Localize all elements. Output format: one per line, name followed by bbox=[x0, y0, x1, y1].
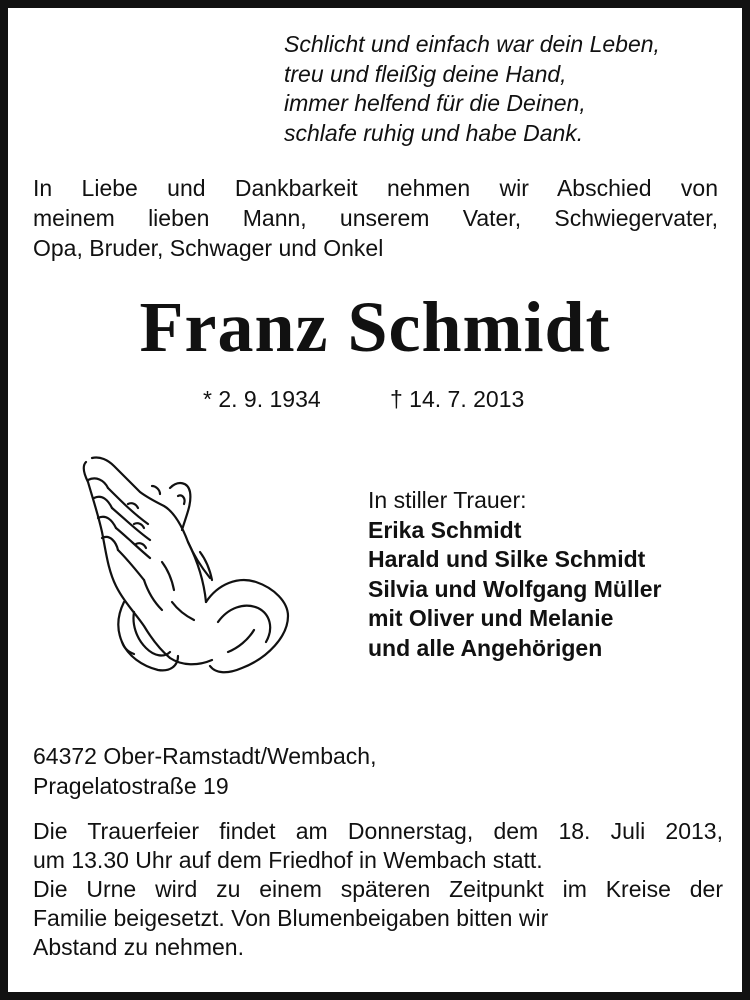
memorial-poem bbox=[284, 30, 724, 148]
poem-line: treu und fleißig deine Hand, bbox=[284, 60, 567, 87]
birth-date: * 2. 9. 1934 bbox=[203, 386, 321, 412]
funeral-line: um 13.30 Uhr auf dem Friedhof in Wembach statt. bbox=[33, 847, 543, 873]
funeral-line: Familie beigesetzt. Von Blumenbeigaben bitten wir bbox=[33, 905, 549, 931]
mourners-block bbox=[368, 486, 728, 664]
farewell-line: In Liebe und Dankbarkeit nehmen wir Abschied von bbox=[33, 175, 718, 201]
poem-line: Schlicht und einfach war dein Leben, bbox=[284, 31, 660, 57]
farewell-line: Opa, Bruder, Schwager und Onkel bbox=[33, 235, 384, 261]
mourner-name: Harald und Silke Schmidt bbox=[368, 546, 646, 573]
funeral-line: Abstand zu nehmen. bbox=[33, 934, 244, 960]
mourner-name: Silvia und Wolfgang Müller bbox=[368, 575, 662, 602]
death-date: † 14. 7. 2013 bbox=[390, 386, 525, 412]
funeral-line: Die Trauerfeier findet am Donnerstag, dem 18. Juli 2013, bbox=[33, 818, 723, 844]
deceased-name: Franz Schmidt bbox=[139, 287, 611, 367]
poem-line: immer helfend für die Deinen, bbox=[284, 90, 586, 116]
family-address bbox=[33, 742, 533, 801]
mourner-name: Erika Schmidt bbox=[368, 516, 522, 543]
poem-line: schlafe ruhig und habe Dank. bbox=[284, 119, 584, 146]
mourning-heading: In stiller Trauer: bbox=[368, 487, 527, 513]
address-line: 64372 Ober-Ramstadt/Wembach, bbox=[33, 743, 377, 769]
address-line: Pragelatostraße 19 bbox=[33, 772, 229, 799]
funeral-details bbox=[33, 817, 723, 962]
farewell-line: meinem lieben Mann, unserem Vater, Schwiegervater, bbox=[33, 205, 718, 231]
praying-hands-icon bbox=[78, 452, 294, 682]
mourner-name: und alle Angehörigen bbox=[368, 634, 603, 661]
mourners-list bbox=[368, 516, 728, 664]
mourner-name: mit Oliver und Melanie bbox=[368, 605, 614, 632]
funeral-line: Die Urne wird zu einem späteren Zeitpunkt im Kreise der bbox=[33, 876, 723, 902]
farewell-text bbox=[33, 173, 718, 263]
